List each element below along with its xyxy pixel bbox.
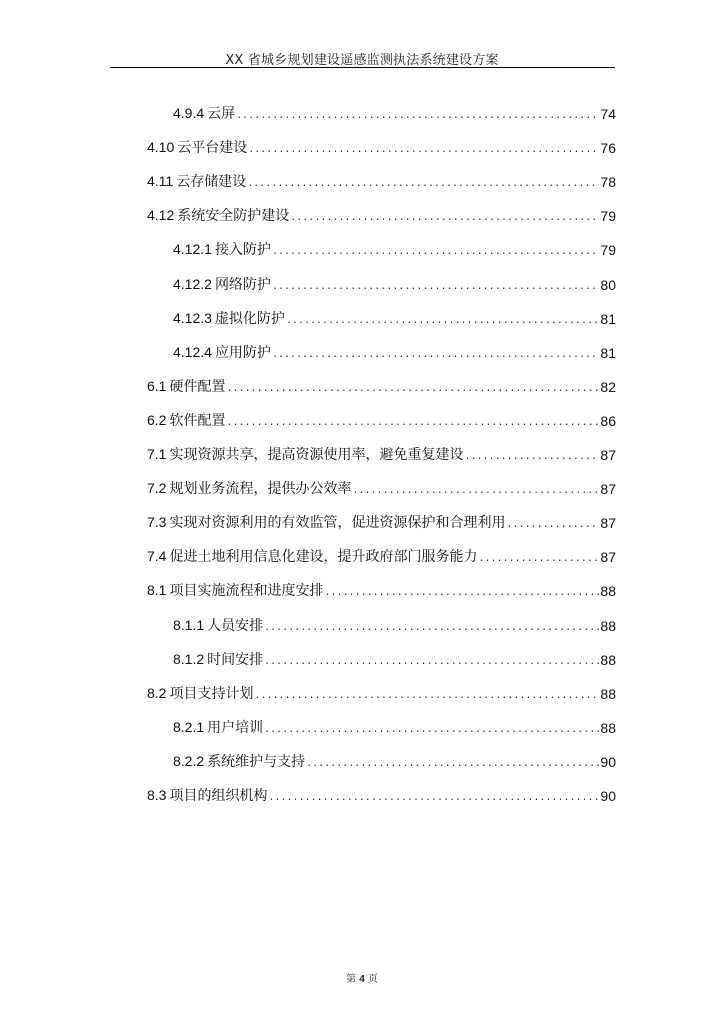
toc-dot-leader [272, 245, 599, 259]
toc-entry-page: 90 [600, 788, 616, 804]
toc-entry-number: 8.3 [147, 787, 167, 803]
toc-entry-title: 项目实施流程和进度安排 [169, 583, 324, 600]
toc-entry-number: 4.11 [147, 173, 174, 190]
header-divider [110, 67, 615, 68]
toc-entry-number: 8.2 [147, 684, 167, 701]
toc-entry-number: 6.2 [147, 411, 167, 428]
toc-entry[interactable] [173, 713, 616, 737]
toc-entry-page: 90 [600, 753, 616, 770]
toc-entry-page: 87 [600, 515, 616, 532]
toc-entry-title: 虚拟化防护 [214, 310, 285, 327]
toc-entry[interactable] [147, 679, 616, 703]
toc-entry-page: 80 [600, 276, 616, 293]
toc-entry-label [147, 786, 267, 805]
toc-entry[interactable] [147, 133, 616, 157]
toc-entry-page: 88 [600, 685, 616, 702]
toc-entry-label [173, 650, 263, 669]
toc-dot-leader [248, 143, 599, 157]
toc-entry-title: 系统安全防护建设 [177, 208, 290, 225]
toc-entry-number: 4.10 [147, 139, 175, 156]
toc-dot-leader [247, 177, 599, 191]
toc-entry[interactable] [173, 611, 616, 635]
toc-entry[interactable] [147, 201, 616, 225]
toc-entry-page: 87 [600, 447, 616, 463]
toc-entry-page: 82 [600, 378, 616, 395]
toc-entry-label [173, 616, 263, 635]
toc-entry[interactable] [147, 542, 616, 566]
toc-dot-leader [290, 211, 599, 225]
toc-entry-page: 81 [600, 310, 616, 327]
toc-dot-leader [478, 552, 599, 566]
toc-entry[interactable] [147, 372, 616, 396]
toc-entry-title: 网络防护 [214, 276, 271, 293]
toc-entry-title: 人员安排 [207, 617, 264, 634]
toc-entry[interactable] [147, 474, 616, 498]
toc-dot-leader [464, 450, 599, 464]
toc-dot-leader [272, 280, 599, 294]
toc-entry-label [173, 752, 305, 771]
toc-dot-leader [254, 689, 599, 703]
toc-dot-leader [264, 723, 599, 737]
toc-entry-title: 时间安排 [207, 651, 264, 668]
toc-entry-page: 74 [600, 106, 616, 122]
toc-entry-number: 7.2 [147, 480, 167, 497]
toc-entry-page: 87 [600, 549, 616, 566]
toc-entry-number: 4.12.1 [173, 241, 212, 258]
toc-entry-title: 云平台建设 [177, 140, 248, 157]
toc-entry-page: 88 [600, 651, 616, 668]
toc-entry-number: 4.9.4 [173, 105, 205, 121]
toc-dot-leader [236, 109, 599, 123]
toc-entry-number: 8.1.2 [173, 650, 205, 667]
toc-entry-title: 软件配置 [169, 412, 226, 429]
toc-entry-label [147, 138, 247, 157]
toc-entry[interactable] [173, 270, 616, 294]
toc-entry-title: 项目的组织机构 [169, 788, 268, 804]
toc-dot-leader [352, 484, 599, 498]
toc-entry[interactable] [173, 645, 616, 669]
toc-entry-title: 应用防护 [214, 344, 271, 361]
toc-entry-title: 促进土地利用信息化建设，提升政府部门服务能力 [169, 549, 478, 566]
toc-dot-leader [226, 382, 599, 396]
toc-entry-page: 79 [600, 242, 616, 259]
toc-entry-label [173, 309, 285, 328]
toc-entry-label [173, 343, 271, 362]
toc-dot-leader [268, 791, 599, 805]
toc-entry-title: 用户培训 [207, 719, 264, 736]
toc-entry-label [173, 104, 235, 123]
footer-suffix: 页 [367, 974, 378, 985]
page-header-title: XX 省城乡规划建设遥感监测执法系统建设方案 [225, 53, 499, 68]
toc-entry-title: 实现资源共享，提高资源使用率，避免重复建设 [169, 447, 464, 463]
toc-entry-title: 实现对资源利用的有效监管，促进资源保护和合理利用 [169, 515, 506, 532]
toc-entry[interactable] [147, 781, 616, 805]
toc-entry-label [147, 206, 289, 225]
toc-entry-label [147, 377, 225, 396]
page-footer [0, 970, 724, 985]
toc-entry-number: 7.4 [147, 548, 167, 565]
toc-entry-number: 7.1 [147, 446, 167, 462]
toc-entry-page: 81 [600, 344, 616, 361]
toc-entry-label [147, 684, 253, 703]
toc-entry-number: 4.12.2 [173, 275, 212, 292]
toc-entry-title: 项目支持计划 [169, 685, 254, 702]
toc-entry-page: 78 [600, 174, 616, 191]
toc-entry-number: 8.2.1 [173, 718, 205, 735]
toc-entry-title: 规划业务流程，提供办公效率 [169, 481, 352, 498]
footer-prefix: 第 [346, 974, 357, 985]
toc-entry[interactable] [173, 747, 616, 771]
toc-entry-label [147, 581, 323, 600]
toc-entry[interactable] [173, 235, 616, 259]
toc-dot-leader [306, 757, 599, 771]
toc-dot-leader [272, 348, 599, 362]
toc-entry-number: 8.1 [147, 582, 167, 599]
toc-entry[interactable] [147, 406, 616, 430]
toc-entry[interactable] [173, 99, 616, 123]
footer-page-number: 4 [359, 974, 365, 985]
toc-entry-number: 4.12.4 [173, 343, 212, 360]
toc-entry-label [147, 547, 477, 566]
toc-entry[interactable] [147, 508, 616, 532]
toc-entry-page: 86 [600, 412, 616, 429]
toc-entry-number: 4.12 [147, 207, 175, 224]
toc-entry-number: 8.2.2 [173, 752, 205, 769]
toc-entry-number: 6.1 [147, 377, 167, 394]
toc-entry[interactable] [173, 338, 616, 362]
toc-entry-number: 8.1.1 [173, 616, 205, 633]
toc-entry[interactable] [147, 440, 616, 464]
toc-entry[interactable] [173, 304, 616, 328]
toc-entry-title: 系统维护与支持 [207, 753, 306, 770]
toc-dot-leader [226, 416, 599, 430]
toc-dot-leader [324, 586, 599, 600]
toc-entry-title: 云屏 [207, 106, 236, 122]
toc-dot-leader [264, 621, 599, 635]
toc-entry-label [147, 479, 351, 498]
toc-entry[interactable] [147, 576, 616, 600]
toc-entry[interactable] [147, 167, 616, 191]
toc-entry-label [147, 445, 463, 464]
toc-entry-label [173, 240, 271, 259]
toc-entry-page: 76 [600, 140, 616, 157]
toc-entry-number: 7.3 [147, 514, 167, 531]
toc-entry-page: 79 [600, 208, 616, 225]
toc-entry-title: 云存储建设 [176, 174, 247, 191]
toc-entry-page: 88 [600, 719, 616, 736]
toc-entry-page: 87 [600, 481, 616, 498]
toc-entry-page: 88 [600, 583, 616, 600]
toc-entry-title: 硬件配置 [169, 378, 226, 395]
toc-dot-leader [264, 655, 599, 669]
toc-entry-label [147, 513, 505, 532]
toc-entry-label [147, 172, 246, 191]
toc-entry-label [173, 275, 271, 294]
toc-dot-leader [286, 314, 599, 328]
toc-entry-number: 4.12.3 [173, 309, 212, 326]
toc-entry-title: 接入防护 [214, 242, 271, 259]
toc-entry-page: 88 [600, 617, 616, 634]
toc-entry-label [147, 411, 225, 430]
toc-dot-leader [506, 518, 599, 532]
toc-entry-label [173, 718, 263, 737]
